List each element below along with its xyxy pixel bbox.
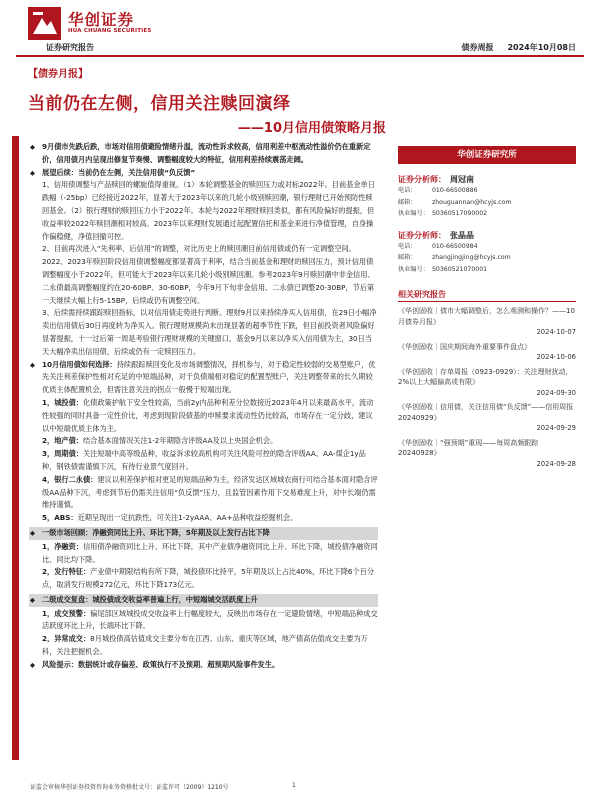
secondary-item — [29, 608, 378, 634]
strategy-item — [29, 474, 378, 512]
strategy-item-lead: 5，ABS： — [42, 513, 78, 523]
related-report-title[interactable]: 《华创固收｜国庆期间海外重要事件盘点》 — [398, 342, 531, 351]
analyst-phone — [398, 241, 576, 253]
outlook-point-3-text: 3、后续需持续跟踪赎回指标，以对信用债走势进行判断。理财9月以来持续净买入信用债，在29日小幅净卖出信用债后30日再度转为净买入。银行理财规模尚未出现显著的超季节性下跌，但目前投资者风险偏好显著提振，十一过后第一周是考验银行理财规模的关键窗口，基金9月以来以净买入信用债为主，30日当天大幅净卖出信用债，后续或仍有一定赎回压力。 — [42, 308, 377, 356]
related-report-title[interactable]: 《华创固收｜债市大幅调整后，怎么观测和操作？——10月债券月报》 — [398, 307, 575, 326]
report-tag: 【债券月报】 — [28, 69, 88, 80]
header-meta — [461, 42, 576, 53]
risk-warning: ◆ 风险提示：数据统计或存偏差、政策执行不及预期、超预期风险事件发生。 — [29, 659, 378, 672]
phone-label: 电话： — [398, 242, 417, 250]
analyst-label: 证券分析师： — [398, 175, 446, 184]
related-report-title[interactable]: 《华创固收｜“强预期”重现——每周高频跟踪20240928》 — [398, 438, 539, 457]
analyst-cert — [398, 264, 576, 276]
logo-mark-icon — [28, 7, 61, 40]
strategy-item — [29, 435, 378, 448]
primary-item — [29, 566, 378, 592]
phone-value: 010-66500886 — [432, 187, 478, 194]
strategy-item — [29, 448, 378, 474]
email-link[interactable]: zhouguannan@hcyjs.com — [432, 198, 512, 206]
analyst-heading — [398, 174, 576, 185]
secondary-item — [29, 633, 378, 659]
analyst-name: 张晶晶 — [450, 230, 474, 240]
phone-label: 电话： — [398, 187, 417, 194]
strategy-paragraph — [29, 359, 378, 397]
strategy-item-lead: 2，地产债： — [42, 436, 83, 446]
report-type: 证券研究报告 — [46, 43, 94, 52]
strategy-item-text: 关注短端中高等级品种，收益诉求较高机构可关注风险可控的隐含评级AA、AA-煤企1y品种，钢铁债需谨慎下沉，有待行业景气度回升。 — [42, 449, 366, 471]
company-logo — [28, 7, 168, 41]
email-label: 邮箱： — [398, 198, 417, 206]
header-divider — [16, 55, 584, 57]
strategy-text: 持续跟踪赎回变化及市场调整情况，择机参与，对于稳定性较弱的交易型账户，优先关注利差保护性相对充足的中短端品种，对于负债端相对稳定的配置型账户，关注调整带来的长久期较优质主体配置机会，但需注意关注的拐点一般慢于短端出现。 — [42, 359, 376, 395]
related-report-date: 2024-10-07 — [536, 328, 576, 336]
cert-label: 执业编号： — [398, 265, 429, 273]
related-report-date: 2024-09-29 — [536, 424, 576, 432]
secondary-item-text: 偏尾部区域城投成交收益率上行幅度较大，反映出市场存在一定避险情绪，中短端品种成交活跃度环比上升，长端环比下降。 — [42, 608, 378, 631]
related-report-date: 2024-10-06 — [536, 353, 576, 361]
primary-item-text: 信用债净融资同比上升、环比下降，其中产业债净融资同比上升、环比下降，城投债净融资同比、同比均下降。 — [42, 541, 378, 564]
section-secondary-market: ◆ 二级成交复盘：城投债成交收益率普遍上行，中短端城交活跃度上升 — [29, 594, 378, 607]
logo-name-en: HUA CHUANG SECURITIES — [68, 28, 152, 34]
related-reports-heading: 相关研究报告 — [398, 289, 576, 302]
institute-header: 华创证券研究所 — [398, 146, 576, 164]
page-subtitle: ——10月信用债策略月报 — [237, 121, 386, 136]
email-link[interactable]: zhangjingjing@hcyjs.com — [432, 254, 511, 261]
header-date: 2024年10月08日 — [507, 43, 576, 52]
strategy-lead: 10月信用债如何选择： — [42, 359, 117, 369]
strategy-item-lead: 1，城投债： — [42, 397, 83, 407]
outlook-point-1-text: 1、信用债调整与产品赎回的螺旋值得重视。（1）本轮调整基金的赎回压力或对标2022年。目前基金单日跌幅（-25bp）已经接近2022年，显著大于2023年以来的几轮小级别赎回潮，银行理财已开始预防性赎回基金。（2）银行理财的赎回压力小于2022年。本轮与2022年理财赎回类似，都有风险偏好的提振，但收益率较2022年赎回潮相对较高。2023年以来理财发展通过起配置信托和基金来进行净值管理，自身操作偏稳健，净值回撤可控。 — [42, 180, 375, 241]
strategy-item-lead: 4，银行二永债： — [42, 474, 98, 484]
analyst-heading — [398, 230, 576, 241]
page-title: 当前仍在左侧，信用关注赎回演绎 — [28, 94, 291, 114]
secondary-item-lead: 1，成交预警： — [42, 608, 91, 618]
strategy-item — [29, 397, 378, 435]
logo-name-cn: 华创证券 — [68, 11, 135, 29]
strategy-item — [29, 512, 378, 525]
related-report-item[interactable] — [398, 367, 576, 399]
main-content — [29, 141, 378, 672]
page-number: 1 — [292, 782, 296, 789]
intro-paragraph: ◆ 9月债市先跌后跌，市场对信用债避险情绪升温，流动性诉求较高，信用利差中枢流动性溢价仍在重新定价，信用债月内呈现出修复节奏慢、调整幅度较大的特征，信用利差持续震荡走阔。 — [29, 141, 378, 167]
cert-value: S0360521070001 — [432, 265, 488, 273]
outlook-point-1 — [29, 179, 378, 243]
outlook-point-3 — [29, 307, 378, 358]
footer-disclaimer: 证监会审核华创证券投资咨询业务资格批文号：证监许可（2009）1210号 — [30, 784, 229, 791]
analyst-info — [398, 185, 576, 220]
related-report-item[interactable] — [398, 342, 576, 363]
related-report-item[interactable] — [398, 438, 576, 470]
secondary-item-lead: 2，异常成交： — [42, 634, 91, 644]
email-label: 邮箱： — [398, 254, 417, 261]
related-report-date: 2024-09-28 — [536, 459, 576, 468]
strategy-item-text: 化债政策护航下安全性较高，当前2y内品种利差分位数接近2023年4月以来最高水平，流动性较强的同时具备一定性价比，考虑到现阶段债基的申赎要求流动性仍比较高，市场存在一定分歧，建议以中短端优质主体为主。 — [42, 397, 374, 433]
phone-value: 010-66500984 — [432, 242, 478, 250]
sidebar — [398, 146, 576, 469]
outlook-point-2-text: 2、目前再次进入“先利率、后信用”的调整，对比历史上的赎回潮目前信用债或仍有一定调整空间。2022、2023年赎回阶段信用债调整幅度都显著高于利率，结合当前基金和理财的赎回压力，预计信用债调整幅度小于2022年，但可能大于2023年以来几轮小级别赎回潮。参考2023年9月赎回潮中非金信用、二永债最高调整幅度约在20-60BP、30-60BP，今年9月下旬非金信用、二永债已调整20-30BP，节后第一天继续大幅上行5-15BP，后续或仍有调整空间。 — [42, 244, 375, 305]
header-category: 债券周报 — [461, 43, 494, 52]
strategy-item-text: 建议以利差保护相对更足的短端品种为主，经济发达区域城农商行可结合基本面对隐含评级AA品种下沉，考虑到节后仍需关注信用“负反馈”压力，且监管因素作用下交易难度上升，对中长端仍需维持谨慎。 — [42, 474, 378, 510]
related-report-item[interactable] — [398, 306, 576, 338]
primary-item-text: 产业债中期限结构有所下降，城投债环比持平，5年期及以上占比40%，环比下降6个百分点，取消发行规模272亿元，环比下降173亿元。 — [42, 567, 375, 590]
analyst-info — [398, 241, 576, 276]
related-report-date: 2024-09-30 — [536, 388, 576, 397]
related-report-item[interactable] — [398, 402, 576, 434]
related-report-title[interactable]: 《华创固收｜信用债，关注信用债“负反馈”——信用周报20240929》 — [398, 403, 574, 422]
section-primary-market: ◆ 一级市场回顾：净融资同比上升、环比下降，5年期及以上发行占比下降 — [29, 527, 378, 540]
analyst-email — [398, 197, 576, 209]
strategy-item-text: 近期呈现出一定抗跌性，可关注1-2yAAA、AA+品种收益挖掘机会。 — [77, 513, 298, 523]
secondary-item-text: 8月城投债高估值成交主要分布在江西、山东、重庆等区域，地产债高估值成交主要为万科，关注把握机会。 — [42, 634, 368, 657]
outlook-point-2 — [29, 243, 378, 307]
analyst-label: 证券分析师： — [398, 230, 446, 240]
primary-item-lead: 2，发行特征： — [42, 567, 91, 577]
related-report-title[interactable]: 《华创固收｜存单周报（0923-0929）：关注理财扰动，2%以上大幅偏高或有限》 — [398, 367, 573, 386]
analyst-phone — [398, 185, 576, 197]
cert-value: S0360517090002 — [432, 210, 488, 217]
analyst-cert — [398, 208, 576, 220]
analyst-email — [398, 252, 576, 264]
left-accent-bar — [12, 136, 19, 760]
primary-item — [29, 541, 378, 567]
analyst-name: 周冠南 — [450, 175, 474, 184]
strategy-item-lead: 3，周期债： — [42, 449, 83, 459]
strategy-item-text: 结合基本面情况关注1-2年期隐含评级AA及以上央国企机会。 — [82, 436, 278, 446]
cert-label: 执业编号： — [398, 210, 429, 217]
primary-item-lead: 1，净融资： — [42, 541, 83, 551]
outlook-heading: ◆ 展望后续：当前仍在左侧，关注信用债“负反馈” — [29, 167, 378, 180]
